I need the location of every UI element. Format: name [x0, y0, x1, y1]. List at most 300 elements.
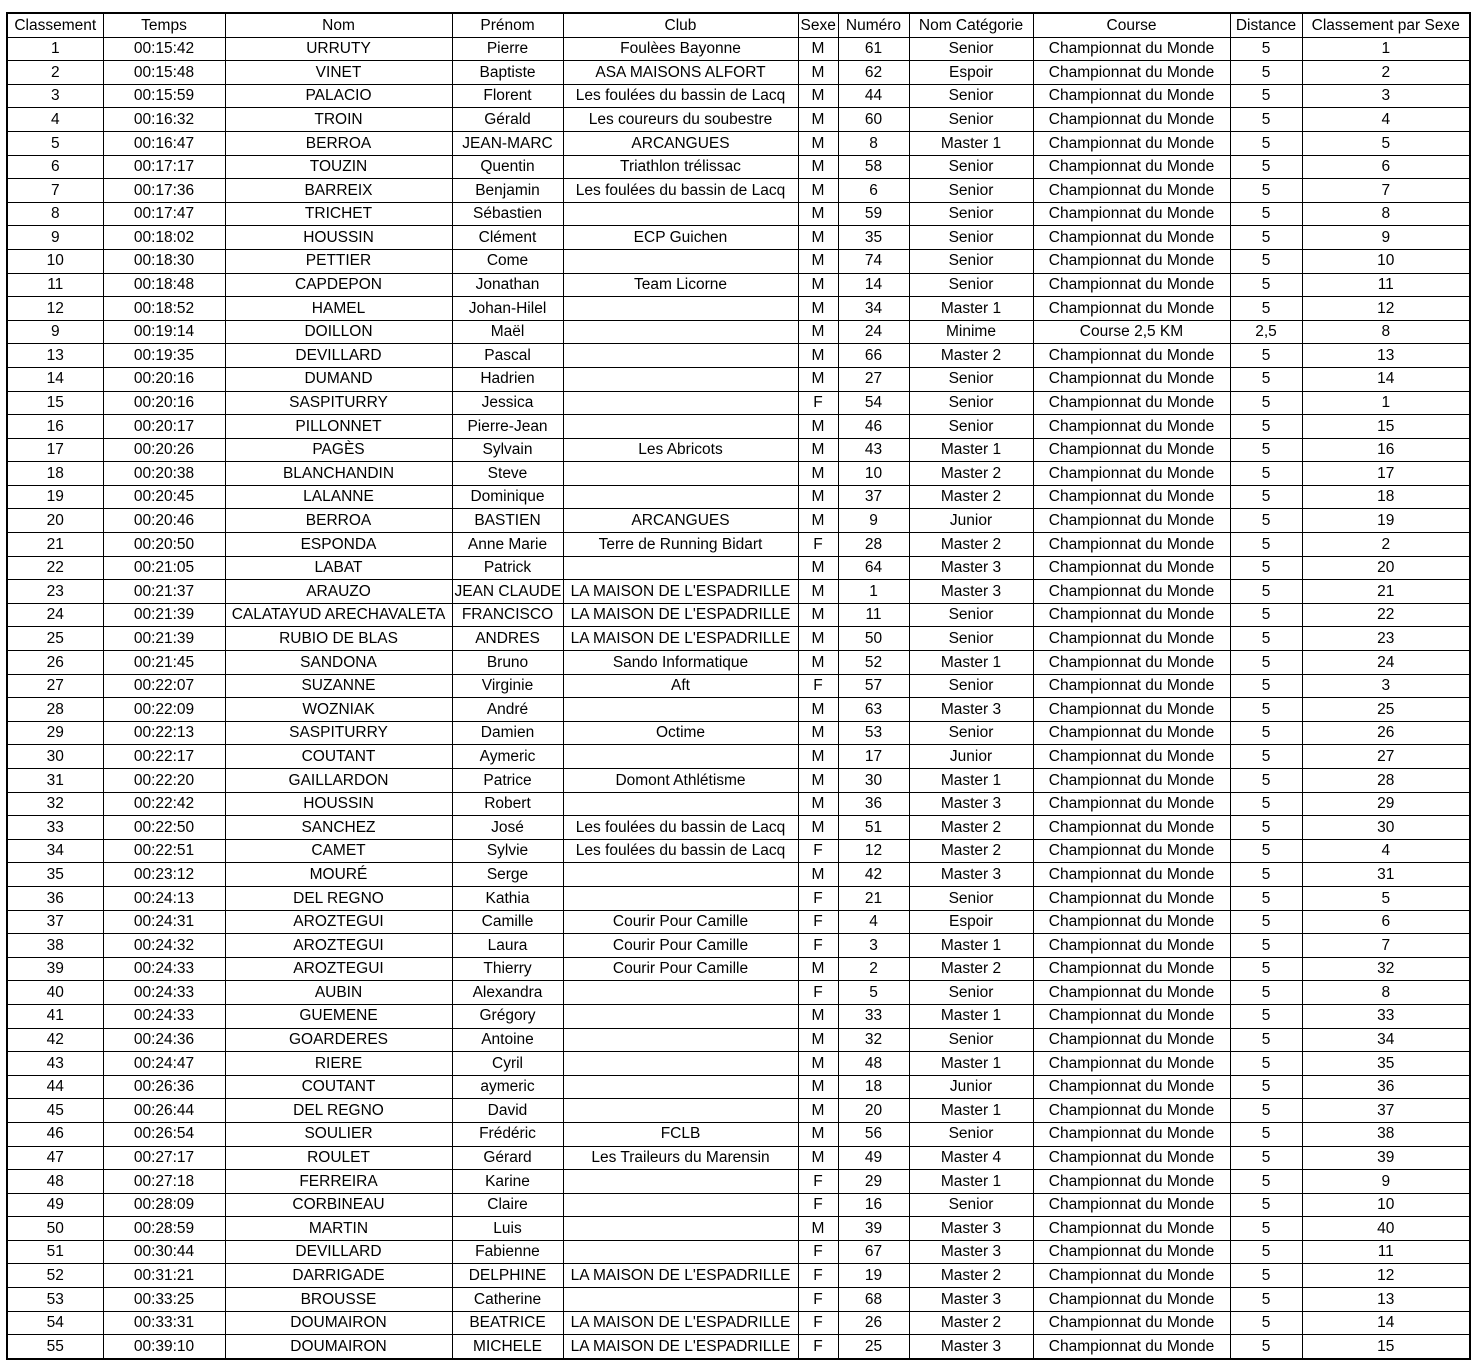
- cell-classement: 38: [7, 934, 103, 958]
- cell-club: [563, 297, 798, 321]
- cell-prenom: Gérald: [452, 108, 563, 132]
- cell-nom: AROZTEGUI: [225, 957, 452, 981]
- table-row: [7, 84, 1470, 108]
- cell-classement: 17: [7, 438, 103, 462]
- cell-classement: 43: [7, 1052, 103, 1076]
- cell-nom-categorie: Master 1: [909, 651, 1033, 675]
- cell-nom-categorie: Senior: [909, 627, 1033, 651]
- cell-numero: 11: [838, 603, 909, 627]
- cell-prenom: MICHELE: [452, 1335, 563, 1359]
- cell-distance: 5: [1230, 1028, 1302, 1052]
- cell-sexe: M: [798, 249, 838, 273]
- cell-nom-categorie: Master 3: [909, 1217, 1033, 1241]
- cell-nom: DEL REGNO: [225, 1099, 452, 1123]
- cell-temps: 00:15:59: [103, 84, 225, 108]
- results-table: [6, 12, 1471, 1360]
- cell-sexe: M: [798, 1075, 838, 1099]
- cell-nom: BERROA: [225, 509, 452, 533]
- cell-nom: BARREIX: [225, 179, 452, 203]
- cell-club: ARCANGUES: [563, 509, 798, 533]
- cell-nom-categorie: Master 1: [909, 1052, 1033, 1076]
- cell-nom-categorie: Senior: [909, 155, 1033, 179]
- table-row: [7, 367, 1470, 391]
- cell-prenom: FRANCISCO: [452, 603, 563, 627]
- table-row: [7, 61, 1470, 85]
- cell-classement-par-sexe: 1: [1302, 391, 1470, 415]
- cell-prenom: BEATRICE: [452, 1311, 563, 1335]
- cell-prenom: Virginie: [452, 674, 563, 698]
- cell-classement: 22: [7, 556, 103, 580]
- cell-distance: 5: [1230, 1075, 1302, 1099]
- cell-distance: 5: [1230, 1240, 1302, 1264]
- cell-sexe: F: [798, 1335, 838, 1359]
- cell-sexe: M: [798, 297, 838, 321]
- cell-classement: 19: [7, 485, 103, 509]
- cell-numero: 62: [838, 61, 909, 85]
- cell-classement: 4: [7, 108, 103, 132]
- cell-sexe: F: [798, 981, 838, 1005]
- cell-sexe: M: [798, 957, 838, 981]
- cell-temps: 00:17:47: [103, 202, 225, 226]
- cell-classement: 24: [7, 603, 103, 627]
- cell-classement: 5: [7, 131, 103, 155]
- cell-nom-categorie: Master 2: [909, 1311, 1033, 1335]
- cell-course: Championnat du Monde: [1033, 981, 1230, 1005]
- cell-course: Championnat du Monde: [1033, 839, 1230, 863]
- cell-classement: 50: [7, 1217, 103, 1241]
- cell-temps: 00:17:17: [103, 155, 225, 179]
- cell-temps: 00:18:48: [103, 273, 225, 297]
- cell-numero: 43: [838, 438, 909, 462]
- cell-distance: 5: [1230, 886, 1302, 910]
- cell-course: Championnat du Monde: [1033, 1170, 1230, 1194]
- cell-nom: AROZTEGUI: [225, 934, 452, 958]
- cell-nom: CORBINEAU: [225, 1193, 452, 1217]
- cell-classement: 12: [7, 297, 103, 321]
- cell-distance: 5: [1230, 249, 1302, 273]
- cell-numero: 46: [838, 415, 909, 439]
- table-row: [7, 131, 1470, 155]
- cell-numero: 44: [838, 84, 909, 108]
- cell-prenom: Luis: [452, 1217, 563, 1241]
- cell-club: Les foulées du bassin de Lacq: [563, 839, 798, 863]
- cell-classement-par-sexe: 9: [1302, 226, 1470, 250]
- cell-numero: 28: [838, 533, 909, 557]
- cell-course: Championnat du Monde: [1033, 957, 1230, 981]
- cell-classement: 11: [7, 273, 103, 297]
- table-row: [7, 603, 1470, 627]
- cell-numero: 49: [838, 1146, 909, 1170]
- cell-nom: MOURÉ: [225, 863, 452, 887]
- cell-sexe: F: [798, 1240, 838, 1264]
- cell-prenom: DELPHINE: [452, 1264, 563, 1288]
- cell-temps: 00:22:07: [103, 674, 225, 698]
- cell-club: LA MAISON DE L'ESPADRILLE: [563, 580, 798, 604]
- cell-temps: 00:20:16: [103, 367, 225, 391]
- cell-classement: 37: [7, 910, 103, 934]
- cell-numero: 6: [838, 179, 909, 203]
- cell-nom: HOUSSIN: [225, 792, 452, 816]
- cell-sexe: M: [798, 202, 838, 226]
- cell-nom: DARRIGADE: [225, 1264, 452, 1288]
- cell-temps: 00:20:38: [103, 462, 225, 486]
- cell-course: Championnat du Monde: [1033, 533, 1230, 557]
- cell-classement: 33: [7, 816, 103, 840]
- cell-nom: BROUSSE: [225, 1288, 452, 1312]
- cell-course: Championnat du Monde: [1033, 179, 1230, 203]
- cell-sexe: M: [798, 721, 838, 745]
- cell-nom: GAILLARDON: [225, 769, 452, 793]
- cell-nom: CALATAYUD ARECHAVALETA: [225, 603, 452, 627]
- cell-distance: 5: [1230, 1052, 1302, 1076]
- column-header-classement: Classement: [7, 13, 103, 37]
- cell-nom: SUZANNE: [225, 674, 452, 698]
- column-header-course: Course: [1033, 13, 1230, 37]
- cell-temps: 00:24:33: [103, 981, 225, 1005]
- cell-sexe: F: [798, 391, 838, 415]
- cell-numero: 8: [838, 131, 909, 155]
- cell-sexe: M: [798, 792, 838, 816]
- cell-prenom: Baptiste: [452, 61, 563, 85]
- cell-classement: 14: [7, 367, 103, 391]
- cell-distance: 5: [1230, 509, 1302, 533]
- cell-classement-par-sexe: 20: [1302, 556, 1470, 580]
- column-header-nom-categorie: Nom Catégorie: [909, 13, 1033, 37]
- cell-sexe: M: [798, 769, 838, 793]
- cell-club: [563, 981, 798, 1005]
- cell-nom-categorie: Master 2: [909, 816, 1033, 840]
- cell-distance: 5: [1230, 792, 1302, 816]
- cell-course: Championnat du Monde: [1033, 769, 1230, 793]
- cell-prenom: Steve: [452, 462, 563, 486]
- cell-temps: 00:24:47: [103, 1052, 225, 1076]
- cell-classement: 48: [7, 1170, 103, 1194]
- cell-numero: 53: [838, 721, 909, 745]
- cell-club: [563, 886, 798, 910]
- cell-club: ASA MAISONS ALFORT: [563, 61, 798, 85]
- cell-course: Championnat du Monde: [1033, 603, 1230, 627]
- cell-sexe: F: [798, 1311, 838, 1335]
- table-row: [7, 485, 1470, 509]
- cell-classement-par-sexe: 7: [1302, 179, 1470, 203]
- cell-club: ECP Guichen: [563, 226, 798, 250]
- table-row: [7, 1264, 1470, 1288]
- cell-sexe: M: [798, 108, 838, 132]
- cell-club: Les foulées du bassin de Lacq: [563, 84, 798, 108]
- column-header-classement-par-sexe: Classement par Sexe: [1302, 13, 1470, 37]
- cell-course: Championnat du Monde: [1033, 462, 1230, 486]
- cell-sexe: M: [798, 438, 838, 462]
- cell-numero: 68: [838, 1288, 909, 1312]
- cell-club: Terre de Running Bidart: [563, 533, 798, 557]
- table-row: [7, 792, 1470, 816]
- cell-sexe: M: [798, 485, 838, 509]
- cell-prenom: BASTIEN: [452, 509, 563, 533]
- cell-nom-categorie: Senior: [909, 415, 1033, 439]
- cell-classement-par-sexe: 16: [1302, 438, 1470, 462]
- column-header-nom: Nom: [225, 13, 452, 37]
- cell-temps: 00:28:09: [103, 1193, 225, 1217]
- cell-temps: 00:20:17: [103, 415, 225, 439]
- cell-prenom: Karine: [452, 1170, 563, 1194]
- table-row: [7, 1052, 1470, 1076]
- table-row: [7, 320, 1470, 344]
- cell-numero: 63: [838, 698, 909, 722]
- cell-nom: ESPONDA: [225, 533, 452, 557]
- cell-prenom: Claire: [452, 1193, 563, 1217]
- cell-numero: 20: [838, 1099, 909, 1123]
- table-row: [7, 391, 1470, 415]
- cell-nom-categorie: Master 3: [909, 1335, 1033, 1359]
- cell-sexe: M: [798, 816, 838, 840]
- cell-classement-par-sexe: 1: [1302, 37, 1470, 61]
- cell-nom: URRUTY: [225, 37, 452, 61]
- cell-course: Championnat du Monde: [1033, 651, 1230, 675]
- cell-sexe: M: [798, 1146, 838, 1170]
- cell-prenom: Catherine: [452, 1288, 563, 1312]
- cell-distance: 5: [1230, 627, 1302, 651]
- cell-temps: 00:16:32: [103, 108, 225, 132]
- cell-club: [563, 745, 798, 769]
- cell-temps: 00:39:10: [103, 1335, 225, 1359]
- cell-club: Courir Pour Camille: [563, 957, 798, 981]
- cell-nom: HAMEL: [225, 297, 452, 321]
- cell-numero: 58: [838, 155, 909, 179]
- cell-club: ARCANGUES: [563, 131, 798, 155]
- table-row: [7, 509, 1470, 533]
- cell-classement-par-sexe: 5: [1302, 131, 1470, 155]
- cell-numero: 18: [838, 1075, 909, 1099]
- cell-prenom: Antoine: [452, 1028, 563, 1052]
- cell-course: Championnat du Monde: [1033, 155, 1230, 179]
- cell-club: [563, 202, 798, 226]
- cell-temps: 00:22:13: [103, 721, 225, 745]
- cell-classement-par-sexe: 24: [1302, 651, 1470, 675]
- cell-prenom: Clément: [452, 226, 563, 250]
- cell-course: Championnat du Monde: [1033, 367, 1230, 391]
- cell-course: Championnat du Monde: [1033, 131, 1230, 155]
- cell-course: Championnat du Monde: [1033, 1288, 1230, 1312]
- cell-classement: 46: [7, 1122, 103, 1146]
- cell-numero: 35: [838, 226, 909, 250]
- cell-classement-par-sexe: 17: [1302, 462, 1470, 486]
- table-row: [7, 886, 1470, 910]
- cell-sexe: M: [798, 415, 838, 439]
- cell-sexe: F: [798, 1264, 838, 1288]
- cell-club: LA MAISON DE L'ESPADRILLE: [563, 603, 798, 627]
- cell-club: [563, 698, 798, 722]
- cell-nom-categorie: Master 1: [909, 1099, 1033, 1123]
- cell-club: Les foulées du bassin de Lacq: [563, 816, 798, 840]
- cell-distance: 5: [1230, 957, 1302, 981]
- cell-nom: PALACIO: [225, 84, 452, 108]
- cell-classement: 3: [7, 84, 103, 108]
- cell-nom-categorie: Senior: [909, 226, 1033, 250]
- cell-temps: 00:20:45: [103, 485, 225, 509]
- cell-classement: 42: [7, 1028, 103, 1052]
- cell-temps: 00:27:18: [103, 1170, 225, 1194]
- cell-distance: 5: [1230, 1311, 1302, 1335]
- cell-nom: VINET: [225, 61, 452, 85]
- table-row: [7, 1288, 1470, 1312]
- cell-club: Courir Pour Camille: [563, 934, 798, 958]
- cell-prenom: José: [452, 816, 563, 840]
- cell-classement-par-sexe: 4: [1302, 108, 1470, 132]
- cell-club: [563, 792, 798, 816]
- cell-distance: 5: [1230, 1264, 1302, 1288]
- cell-classement-par-sexe: 10: [1302, 1193, 1470, 1217]
- cell-classement-par-sexe: 11: [1302, 1240, 1470, 1264]
- cell-club: [563, 1170, 798, 1194]
- cell-course: Championnat du Monde: [1033, 273, 1230, 297]
- cell-distance: 5: [1230, 367, 1302, 391]
- cell-prenom: Fabienne: [452, 1240, 563, 1264]
- cell-classement: 2: [7, 61, 103, 85]
- cell-numero: 64: [838, 556, 909, 580]
- cell-temps: 00:31:21: [103, 1264, 225, 1288]
- cell-classement: 26: [7, 651, 103, 675]
- cell-classement-par-sexe: 38: [1302, 1122, 1470, 1146]
- cell-numero: 26: [838, 1311, 909, 1335]
- cell-nom-categorie: Senior: [909, 603, 1033, 627]
- cell-nom: COUTANT: [225, 745, 452, 769]
- cell-numero: 12: [838, 839, 909, 863]
- cell-numero: 9: [838, 509, 909, 533]
- cell-numero: 33: [838, 1004, 909, 1028]
- cell-club: [563, 863, 798, 887]
- cell-numero: 61: [838, 37, 909, 61]
- cell-classement-par-sexe: 27: [1302, 745, 1470, 769]
- cell-temps: 00:17:36: [103, 179, 225, 203]
- cell-distance: 5: [1230, 603, 1302, 627]
- cell-sexe: M: [798, 273, 838, 297]
- cell-numero: 74: [838, 249, 909, 273]
- cell-nom: BLANCHANDIN: [225, 462, 452, 486]
- cell-club: Les Abricots: [563, 438, 798, 462]
- cell-temps: 00:24:13: [103, 886, 225, 910]
- cell-sexe: M: [798, 320, 838, 344]
- cell-nom-categorie: Senior: [909, 721, 1033, 745]
- cell-nom: ARAUZO: [225, 580, 452, 604]
- cell-numero: 48: [838, 1052, 909, 1076]
- cell-distance: 5: [1230, 981, 1302, 1005]
- cell-classement: 35: [7, 863, 103, 887]
- cell-course: Championnat du Monde: [1033, 886, 1230, 910]
- cell-numero: 4: [838, 910, 909, 934]
- cell-classement-par-sexe: 19: [1302, 509, 1470, 533]
- cell-prenom: Camille: [452, 910, 563, 934]
- cell-nom-categorie: Master 3: [909, 580, 1033, 604]
- cell-prenom: Pierre: [452, 37, 563, 61]
- cell-temps: 00:33:25: [103, 1288, 225, 1312]
- cell-sexe: M: [798, 131, 838, 155]
- cell-prenom: Laura: [452, 934, 563, 958]
- cell-distance: 5: [1230, 155, 1302, 179]
- cell-prenom: Robert: [452, 792, 563, 816]
- cell-club: Aft: [563, 674, 798, 698]
- cell-course: Championnat du Monde: [1033, 37, 1230, 61]
- cell-classement-par-sexe: 31: [1302, 863, 1470, 887]
- cell-sexe: M: [798, 556, 838, 580]
- table-row: [7, 297, 1470, 321]
- cell-temps: 00:22:09: [103, 698, 225, 722]
- cell-classement: 7: [7, 179, 103, 203]
- cell-nom-categorie: Master 1: [909, 131, 1033, 155]
- cell-numero: 25: [838, 1335, 909, 1359]
- cell-course: Championnat du Monde: [1033, 1075, 1230, 1099]
- cell-prenom: Pierre-Jean: [452, 415, 563, 439]
- cell-temps: 00:19:14: [103, 320, 225, 344]
- cell-sexe: M: [798, 509, 838, 533]
- cell-nom-categorie: Master 1: [909, 934, 1033, 958]
- cell-club: Courir Pour Camille: [563, 910, 798, 934]
- cell-course: Championnat du Monde: [1033, 910, 1230, 934]
- cell-course: Championnat du Monde: [1033, 1122, 1230, 1146]
- cell-club: [563, 367, 798, 391]
- cell-nom-categorie: Master 2: [909, 957, 1033, 981]
- cell-classement: 30: [7, 745, 103, 769]
- cell-classement-par-sexe: 3: [1302, 84, 1470, 108]
- cell-course: Championnat du Monde: [1033, 745, 1230, 769]
- cell-course: Championnat du Monde: [1033, 61, 1230, 85]
- cell-club: FCLB: [563, 1122, 798, 1146]
- cell-course: Championnat du Monde: [1033, 438, 1230, 462]
- table-row: [7, 934, 1470, 958]
- table-row: [7, 1311, 1470, 1335]
- cell-temps: 00:26:44: [103, 1099, 225, 1123]
- cell-numero: 37: [838, 485, 909, 509]
- table-row: [7, 910, 1470, 934]
- cell-course: Championnat du Monde: [1033, 415, 1230, 439]
- cell-prenom: Serge: [452, 863, 563, 887]
- cell-classement: 1: [7, 37, 103, 61]
- cell-temps: 00:21:39: [103, 627, 225, 651]
- cell-prenom: aymeric: [452, 1075, 563, 1099]
- cell-numero: 54: [838, 391, 909, 415]
- cell-distance: 5: [1230, 839, 1302, 863]
- cell-nom: MARTIN: [225, 1217, 452, 1241]
- cell-nom: SASPITURRY: [225, 391, 452, 415]
- cell-sexe: M: [798, 603, 838, 627]
- cell-numero: 59: [838, 202, 909, 226]
- cell-classement: 15: [7, 391, 103, 415]
- cell-temps: 00:22:17: [103, 745, 225, 769]
- cell-nom-categorie: Master 3: [909, 792, 1033, 816]
- cell-nom-categorie: Master 3: [909, 556, 1033, 580]
- cell-course: Championnat du Monde: [1033, 1099, 1230, 1123]
- cell-nom-categorie: Senior: [909, 273, 1033, 297]
- cell-classement-par-sexe: 9: [1302, 1170, 1470, 1194]
- cell-classement-par-sexe: 8: [1302, 202, 1470, 226]
- cell-nom-categorie: Master 1: [909, 297, 1033, 321]
- cell-course: Championnat du Monde: [1033, 627, 1230, 651]
- cell-classement-par-sexe: 14: [1302, 367, 1470, 391]
- table-row: [7, 1146, 1470, 1170]
- cell-prenom: Sylvain: [452, 438, 563, 462]
- cell-club: [563, 1052, 798, 1076]
- table-row: [7, 957, 1470, 981]
- cell-sexe: M: [798, 745, 838, 769]
- cell-classement-par-sexe: 39: [1302, 1146, 1470, 1170]
- cell-prenom: Grégory: [452, 1004, 563, 1028]
- cell-nom: DUMAND: [225, 367, 452, 391]
- cell-classement-par-sexe: 12: [1302, 1264, 1470, 1288]
- cell-temps: 00:21:05: [103, 556, 225, 580]
- cell-classement-par-sexe: 28: [1302, 769, 1470, 793]
- cell-nom: RIERE: [225, 1052, 452, 1076]
- cell-distance: 5: [1230, 1099, 1302, 1123]
- cell-classement-par-sexe: 12: [1302, 297, 1470, 321]
